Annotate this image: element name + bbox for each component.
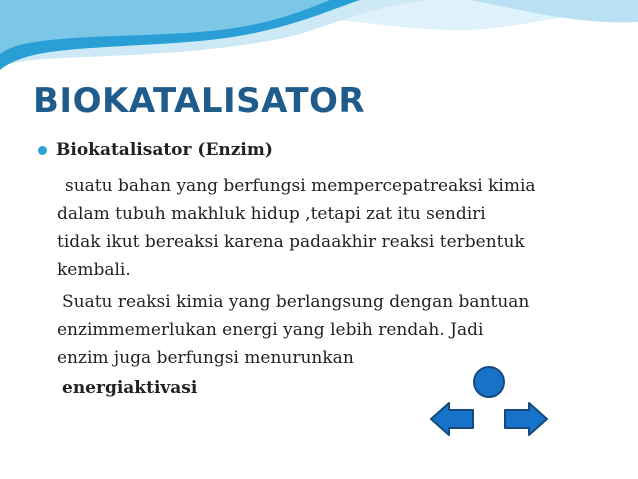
paragraph-line: enzim juga berfungsi menurunkan: [57, 348, 354, 368]
paragraph-line: enzimmemerlukan energi yang lebih rendah. Jadi: [57, 320, 484, 340]
slide-title: BIOKATALISATOR: [33, 81, 366, 121]
shape-group: [425, 362, 555, 442]
blue-circle-icon: [474, 367, 504, 397]
bullet-dot-icon: [38, 146, 47, 155]
header-wave-decoration: [0, 0, 638, 80]
paragraph-line: tidak ikut bereaksi karena padaakhir reaksi terbentuk: [57, 232, 525, 252]
paragraph-line: dalam tubuh makhluk hidup ,tetapi zat itu sendiri: [57, 204, 486, 224]
paragraph-line: suatu bahan yang berfungsi mempercepatreaksi kimia: [65, 176, 536, 196]
definition-paragraph: [57, 172, 536, 284]
paragraph-line: Suatu reaksi kimia yang berlangsung dengan bantuan: [62, 292, 530, 312]
left-arrow-icon: [431, 403, 473, 435]
bullet-heading: Biokatalisator (Enzim): [56, 140, 273, 160]
function-paragraph: [57, 288, 529, 372]
paragraph-line: kembali.: [57, 260, 131, 280]
keyword-text: energiaktivasi: [62, 378, 198, 398]
right-arrow-icon: [505, 403, 547, 435]
